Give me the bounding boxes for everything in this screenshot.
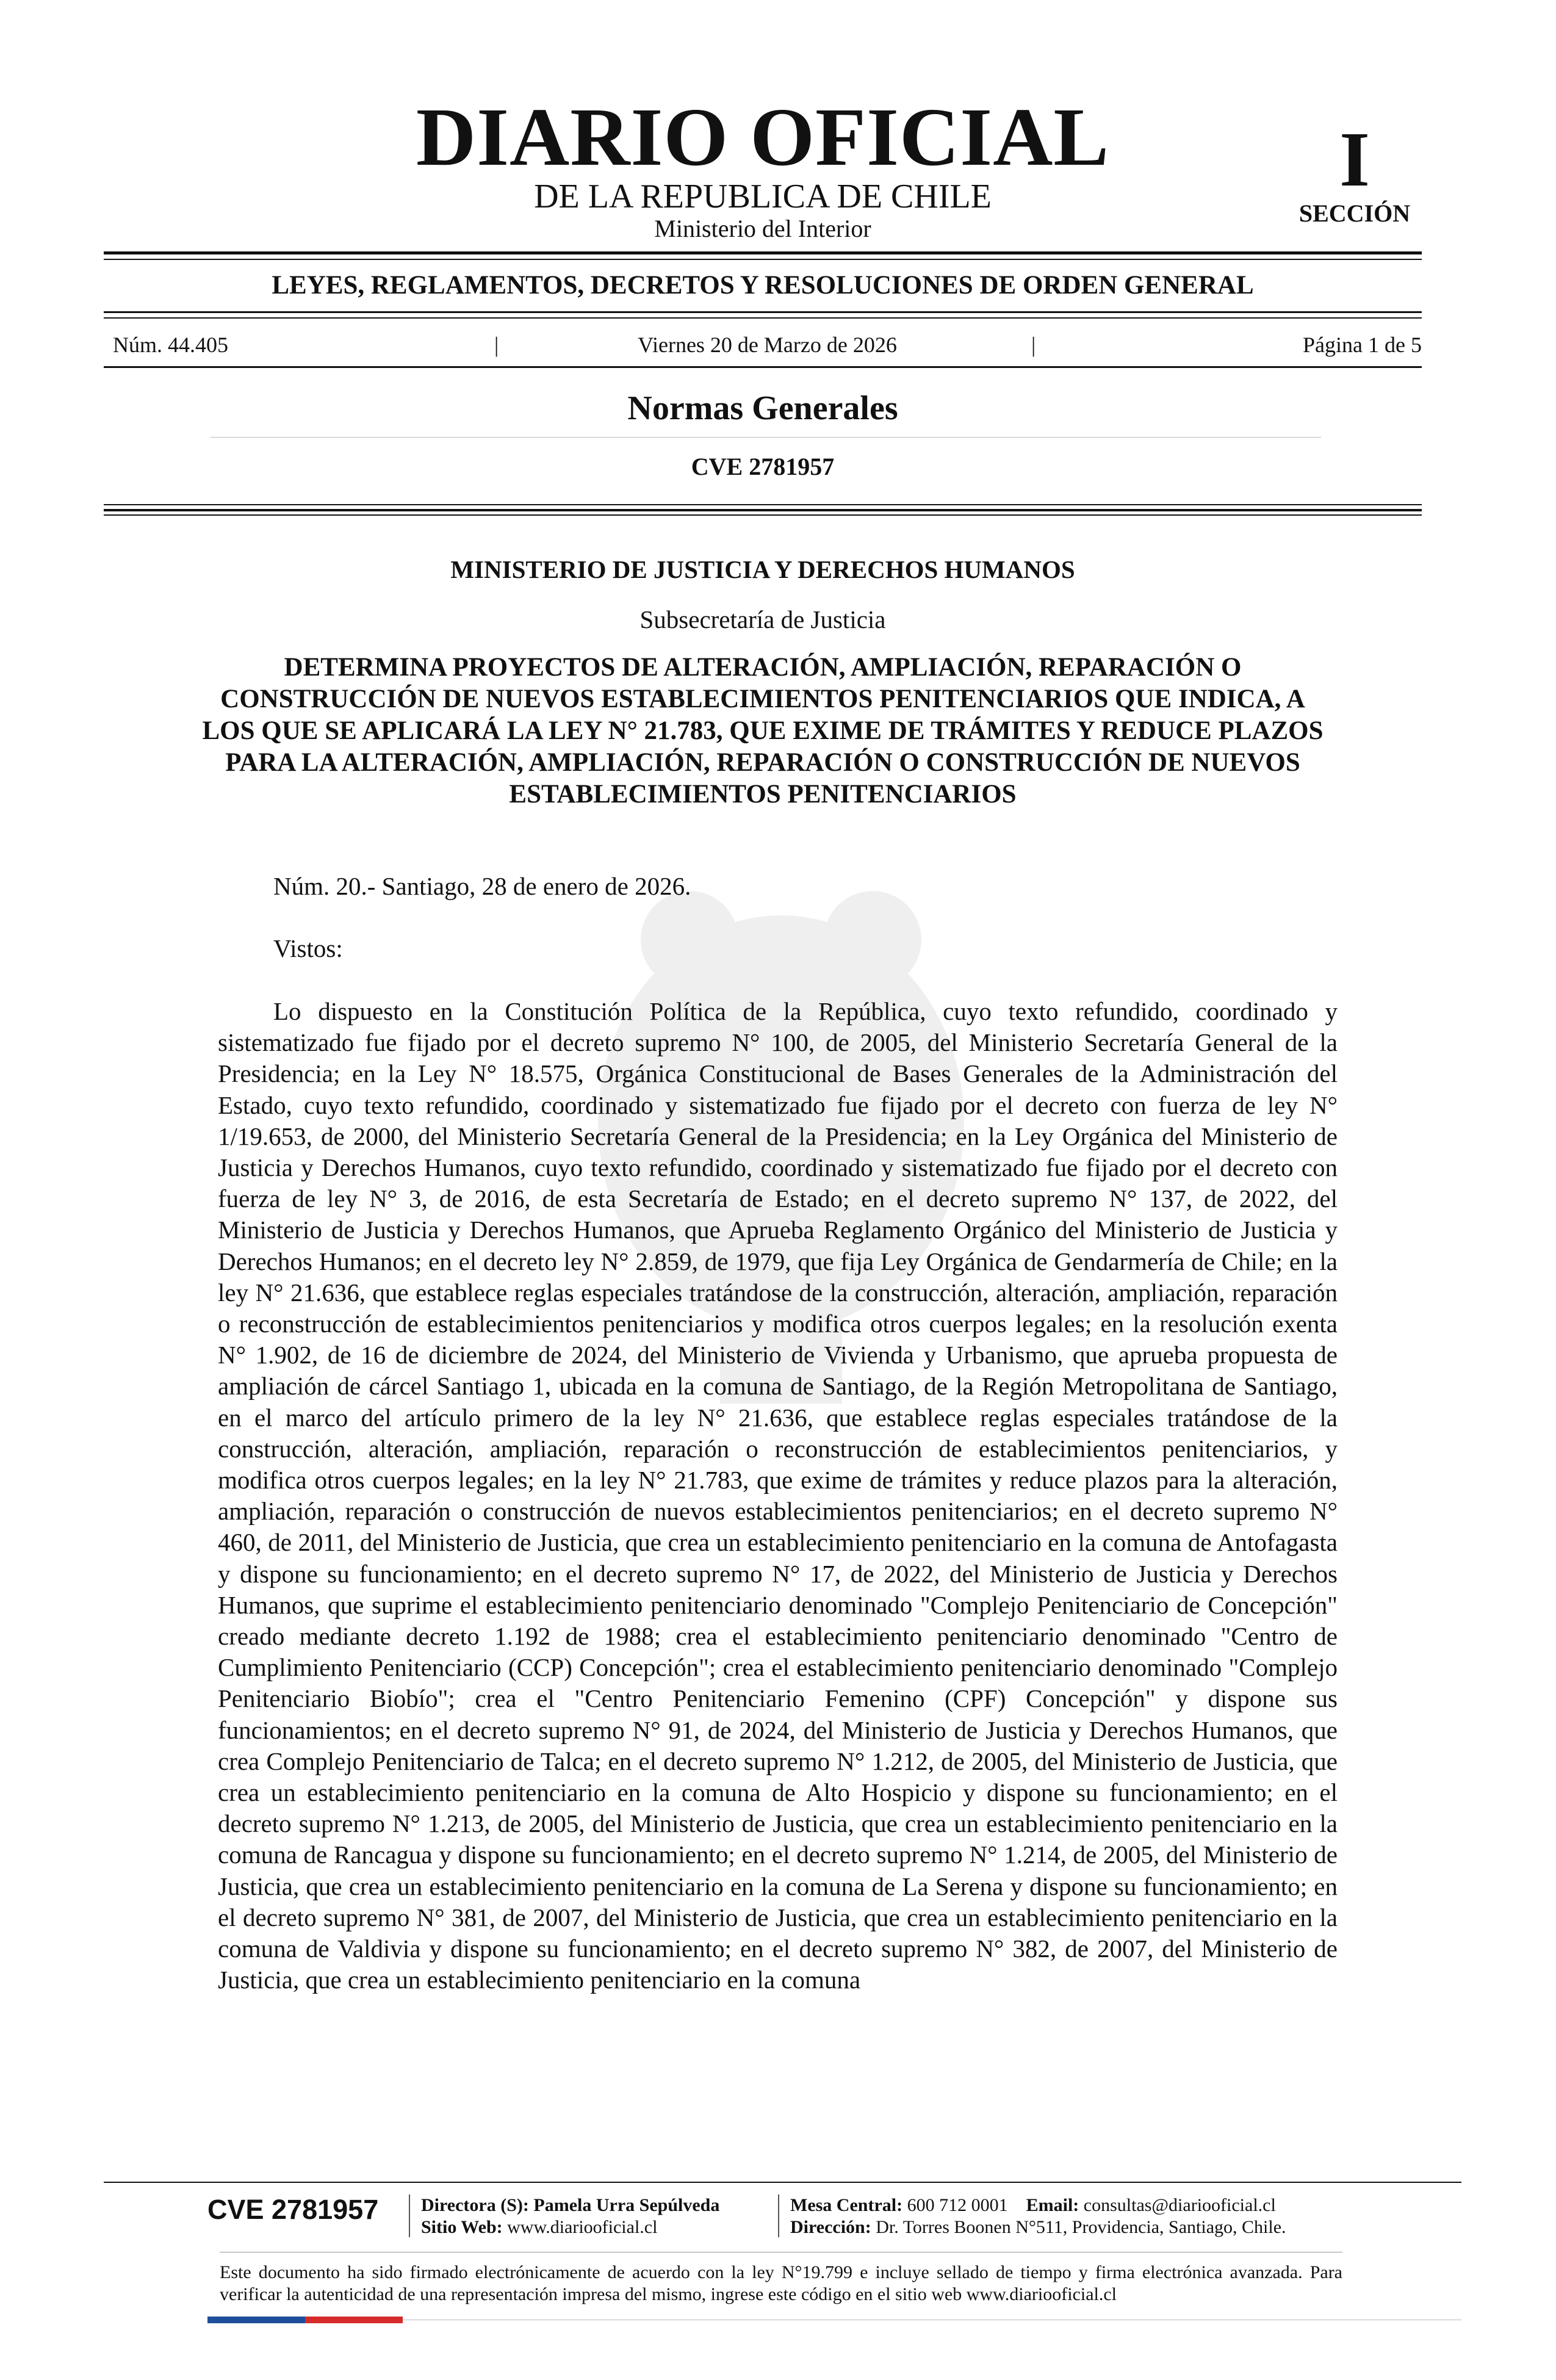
issuing-subsecretaria: Subsecretaría de Justicia: [639, 605, 886, 633]
issuing-ministry: MINISTERIO DE JUSTICIA Y DERECHOS HUMANOS: [450, 555, 1075, 583]
cve-heading: CVE 2781957: [691, 453, 835, 480]
cve-rule-3: [104, 514, 1422, 516]
newspaper-subtitle: DE LA REPUBLICA DE CHILE: [534, 178, 992, 215]
section-heading-rule: [211, 437, 1321, 438]
cve-rule-2: [104, 509, 1422, 511]
category-line: LEYES, REGLAMENTOS, DECRETOS Y RESOLUCIONES DE ORDEN GENERAL: [272, 271, 1254, 300]
footer-director-block: [421, 2194, 719, 2238]
footer-rule-top: [104, 2182, 1461, 2183]
masthead-rule-thin: [104, 259, 1422, 260]
flag-stripe-red: [305, 2317, 403, 2323]
category-rule-1: [104, 311, 1422, 313]
page-indicator: Página 1 de 5: [1303, 333, 1422, 357]
issue-separator-1: |: [494, 333, 499, 357]
decree-number: Núm. 20.- Santiago, 28 de enero de 2026.: [273, 872, 691, 900]
address: Dr. Torres Boonen N°511, Providencia, Santiago, Chile.: [876, 2217, 1286, 2237]
vistos-label: Vistos:: [273, 934, 343, 962]
email-label: Email:: [1026, 2195, 1079, 2215]
section-label: SECCIÓN: [1298, 200, 1411, 227]
footer-cve: CVE 2781957: [207, 2194, 379, 2225]
category-rule-2: [104, 317, 1422, 319]
phone-number: 600 712 0001: [907, 2195, 1008, 2215]
issue-rule: [104, 366, 1422, 368]
masthead-rule-thick: [104, 251, 1422, 254]
decree-title: DETERMINA PROYECTOS DE ALTERACIÓN, AMPLIACIÓN, REPARACIÓN O CONSTRUCCIÓN DE NUEVOS ESTABLECIMIENTOS PENITENCIARIOS QUE INDICA, A LOS QUE SE APLICARÁ LA LEY N° 21.783, QUE EXIME DE TRÁMITES Y REDUCE PLAZOS PARA LA ALTERACIÓN, AMPLIACIÓN, REPARACIÓN O CONSTRUCCIÓN DE NUEVOS ESTABLECIMIENTOS PENITENCIARIOS: [202, 653, 1324, 809]
newspaper-ministry: Ministerio del Interior: [654, 215, 871, 242]
website-link[interactable]: www.diariooficial.cl: [507, 2217, 658, 2237]
director-name: Pamela Urra Sepúlveda: [533, 2195, 720, 2215]
section-heading: Normas Generales: [627, 389, 898, 427]
decree-body-paragraph: Lo dispuesto en la Constitución Política de la República, cuyo texto refundido, coordinado y sistematizado fue fijado por el decreto supremo N° 100, de 2005, del Ministerio Secretaría General de la Presidencia; en la Ley N° 18.575, Orgánica Constitucional de Bases Generales de la Administración del Estado, cuyo texto refundido, coordinado y sistematizado fue fijado por el decreto con fuerza de ley N° 1/19.653, de 2000, del Ministerio Secretaría General de la Presidencia; en la Ley Orgánica del Ministerio de Justicia y Derechos Humanos, cuyo texto refundido, coordinado y sistematizado fue fijado por el decreto con fuerza de ley N° 3, de 2016, de esta Secretaría de Estado; en el decreto supremo N° 137, de 2022, del Ministerio de Justicia y Derechos Humanos, que Aprueba Reglamento Orgánico del Ministerio de Justicia y Derechos Humanos; en el decreto ley N° 2.859, de 1979, que fija Ley Orgánica de Gendarmería de Chile; en la ley N° 21.636, que establece reglas especiales tratándose de la construcción, alteración, ampliación, reparación o reconstrucción de establecimientos penitenciarios y modifica otros cuerpos legales; en la resolución exenta N° 1.902, de 16 de diciembre de 2024, del Ministerio de Vivienda y Urbanismo, que aprueba propuesta de ampliación de cárcel Santiago 1, ubicada en la comuna de Santiago, de la Región Metropolitana de Santiago, en el marco del artículo primero de la ley N° 21.636, que establece reglas especiales tratándose de la construcción, alteración, ampliación, reparación o reconstrucción de establecimientos penitenciarios, y modifica otros cuerpos legales; en la ley N° 21.783, que exime de trámites y reduce plazos para la alteración, ampliación, reparación o construcción de nuevos establecimientos penitenciarios; en el decreto supremo N° 460, de 2011, del Ministerio de Justicia, que crea un establecimiento penitenciario en la comuna de Antofagasta y dispone su funcionamiento; en el decreto supremo N° 17, de 2022, del Ministerio de Justicia y Derechos Humanos, que suprime el establecimiento penitenciario denominado "Complejo Penitenciario de Concepción" creado mediante decreto 1.192 de 1988; crea el establecimiento penitenciario denominado "Centro de Cumplimiento Penitenciario (CCP) Concepción"; crea el establecimiento penitenciario denominado "Complejo Penitenciario Biobío"; crea el "Centro Penitenciario Femenino (CPF) Concepción" y dispone sus funcionamientos; en el decreto supremo N° 91, de 2024, del Ministerio de Justicia y Derechos Humanos, que crea Complejo Penitenciario de Talca; en el decreto supremo N° 1.212, de 2005, del Ministerio de Justicia, que crea un establecimiento penitenciario en la comuna de Alto Hospicio y dispone su funcionamiento; en el decreto supremo N° 1.213, de 2005, del Ministerio de Justicia, que crea un establecimiento penitenciario en la comuna de Rancagua y dispone su funcionamiento; en el decreto supremo N° 1.214, de 2005, del Ministerio de Justicia, que crea un establecimiento penitenciario en la comuna de La Serena y dispone su funcionamiento; en el decreto supremo N° 381, de 2007, del Ministerio de Justicia, que crea un establecimiento penitenciario en la comuna de Valdivia y dispone su funcionamiento; en el decreto supremo N° 382, de 2007, del Ministerio de Justicia, que crea un establecimiento penitenciario en la comuna: [218, 997, 1338, 1994]
section-number: I: [1339, 116, 1370, 203]
issue-separator-2: |: [1031, 333, 1036, 357]
footer-divider-1: [409, 2194, 410, 2237]
footer-contact-block: [790, 2194, 1286, 2238]
director-label: Directora (S):: [421, 2195, 529, 2215]
footer-divider-2: [778, 2194, 779, 2237]
cve-rule-1: [104, 504, 1422, 505]
website-label: Sitio Web:: [421, 2217, 503, 2237]
issue-number: Núm. 44.405: [113, 333, 228, 357]
electronic-signature-disclaimer: Este documento ha sido firmado electrónicamente de acuerdo con la ley N°19.799 e incluye sellado de tiempo y firma electrónica avanzada. Para verificar la autenticidad de una representación impresa del mismo, ingrese este código en el sitio web www.diariooficial.cl: [220, 2262, 1342, 2304]
newspaper-title: DIARIO OFICIAL: [416, 92, 1110, 183]
email-link[interactable]: consultas@diariooficial.cl: [1083, 2195, 1276, 2215]
phone-label: Mesa Central:: [790, 2195, 903, 2215]
address-label: Dirección:: [790, 2217, 871, 2237]
flag-stripe-blue: [207, 2317, 305, 2323]
issue-date: Viernes 20 de Marzo de 2026: [638, 333, 897, 357]
